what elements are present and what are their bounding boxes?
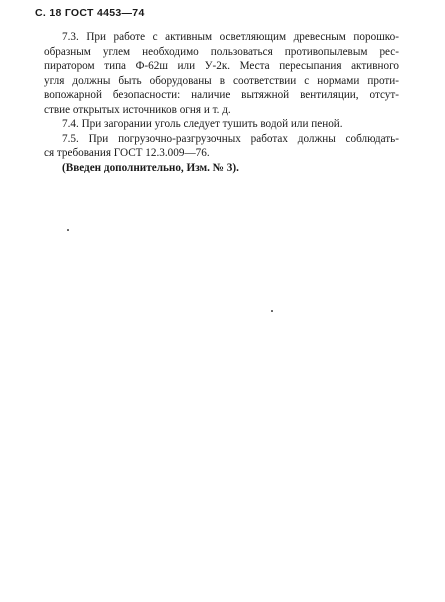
paragraph-line: 7.3. При работе с активным осветляющим древесным порошко- (62, 31, 399, 43)
document-body (44, 30, 399, 175)
scan-speck (271, 310, 273, 312)
paragraph-7-4 (44, 117, 399, 132)
amendment-note (44, 161, 399, 176)
page-header: С. 18 ГОСТ 4453—74 (35, 7, 145, 19)
paragraph-line: 7.4. При загорании уголь следует тушить водой или пеной. (62, 118, 343, 130)
paragraph-line: пиратором типа Ф-62ш или У-2к. Места пересыпания активного (44, 60, 399, 72)
paragraph-line: ся требования ГОСТ 12.3.009—76. (44, 147, 210, 159)
paragraph-line: образным углем необходимо пользоваться противопылевым рес- (44, 45, 399, 58)
paragraph-line: вопожарной безопасности: наличие вытяжной вентиляции, отсут- (44, 89, 399, 101)
paragraph-7-5 (44, 132, 399, 161)
paragraph-line: 7.5. При погрузочно-разгрузочных работах должны соблюдать- (62, 132, 399, 145)
paragraph-line: ствие открытых источников огня и т. д. (44, 103, 231, 116)
amendment-note-text: (Введен дополнительно, Изм. № 3). (62, 161, 239, 174)
scan-speck (67, 229, 69, 231)
paragraph-7-3 (44, 30, 399, 117)
paragraph-line: угля должны быть оборудованы в соответствии с нормами проти- (44, 74, 399, 87)
